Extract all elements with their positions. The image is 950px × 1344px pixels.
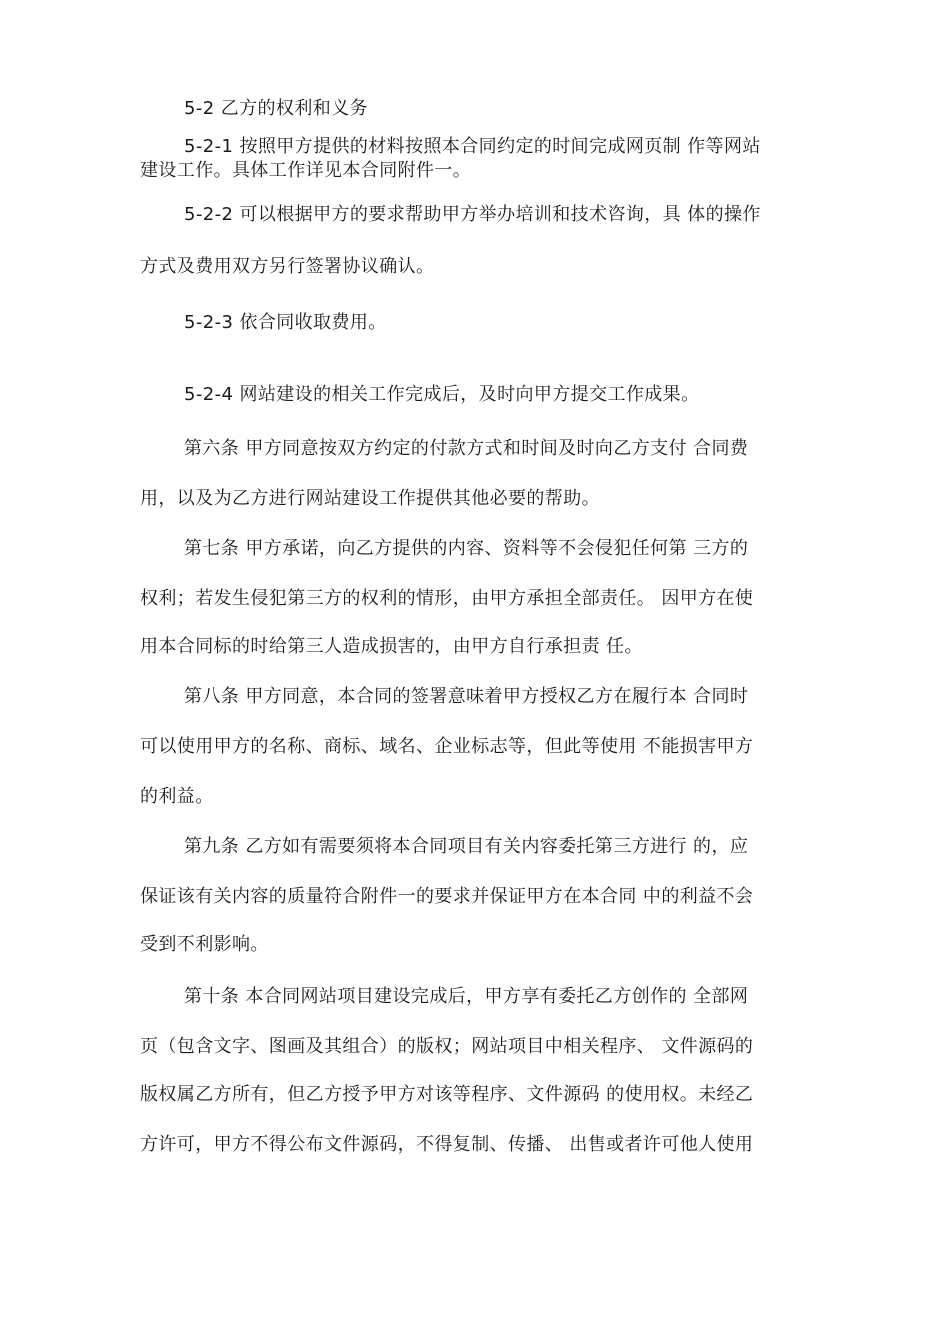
article-7-line-1: 第七条 甲方承诺，向乙方提供的内容、资料等不会侵犯任何第 三方的 — [184, 538, 749, 559]
article-10-line-4: 方许可，甲方不得公布文件源码，不得复制、传播、 出售或者许可他人使用 — [140, 1134, 754, 1155]
article-6-line-1: 第六条 甲方同意按双方约定的付款方式和时间及时向乙方支付 合同费 — [184, 438, 749, 459]
article-10-line-1: 第十条 本合同网站项目建设完成后，甲方享有委托乙方创作的 全部网 — [184, 986, 749, 1007]
article-8-line-2: 可以使用甲方的名称、商标、域名、企业标志等，但此等使用 不能损害甲方 — [140, 736, 754, 757]
article-10-line-2: 页（包含文字、图画及其组合）的版权；网站项目中相关程序、 文件源码的 — [140, 1036, 754, 1057]
paragraph-5-2-1-line-1: 5-2-1 按照甲方提供的材料按照本合同约定的时间完成网页制 作等网站 — [184, 136, 761, 157]
heading-5-2: 5-2 乙方的权利和义务 — [184, 98, 368, 119]
article-9-line-1: 第九条 乙方如有需要须将本合同项目有关内容委托第三方进行 的，应 — [184, 836, 749, 857]
article-8-line-3: 的利益。 — [140, 786, 214, 807]
paragraph-5-2-3: 5-2-3 依合同收取费用。 — [184, 312, 387, 333]
article-7-line-2: 权利；若发生侵犯第三方的权利的情形，由甲方承担全部责任。 因甲方在使 — [140, 588, 754, 609]
article-6-line-2: 用，以及为乙方进行网站建设工作提供其他必要的帮助。 — [140, 488, 600, 509]
article-9-line-2: 保证该有关内容的质量符合附件一的要求并保证甲方在本合同 中的利益不会 — [140, 886, 754, 907]
paragraph-5-2-4: 5-2-4 网站建设的相关工作完成后，及时向甲方提交工作成果。 — [184, 384, 700, 405]
article-8-line-1: 第八条 甲方同意，本合同的签署意味着甲方授权乙方在履行本 合同时 — [184, 686, 749, 707]
paragraph-5-2-2-line-2: 方式及费用双方另行签署协议确认。 — [140, 256, 435, 277]
paragraph-5-2-1-line-2: 建设工作。具体工作详见本合同附件一。 — [140, 160, 472, 181]
article-7-line-3: 用本合同标的时给第三人造成损害的，由甲方自行承担责 任。 — [140, 636, 643, 657]
paragraph-5-2-2-line-1: 5-2-2 可以根据甲方的要求帮助甲方举办培训和技术咨询，具 体的操作 — [184, 204, 761, 225]
article-9-line-3: 受到不利影响。 — [140, 934, 269, 955]
article-10-line-3: 版权属乙方所有，但乙方授予甲方对该等程序、文件源码 的使用权。未经乙 — [140, 1084, 754, 1105]
